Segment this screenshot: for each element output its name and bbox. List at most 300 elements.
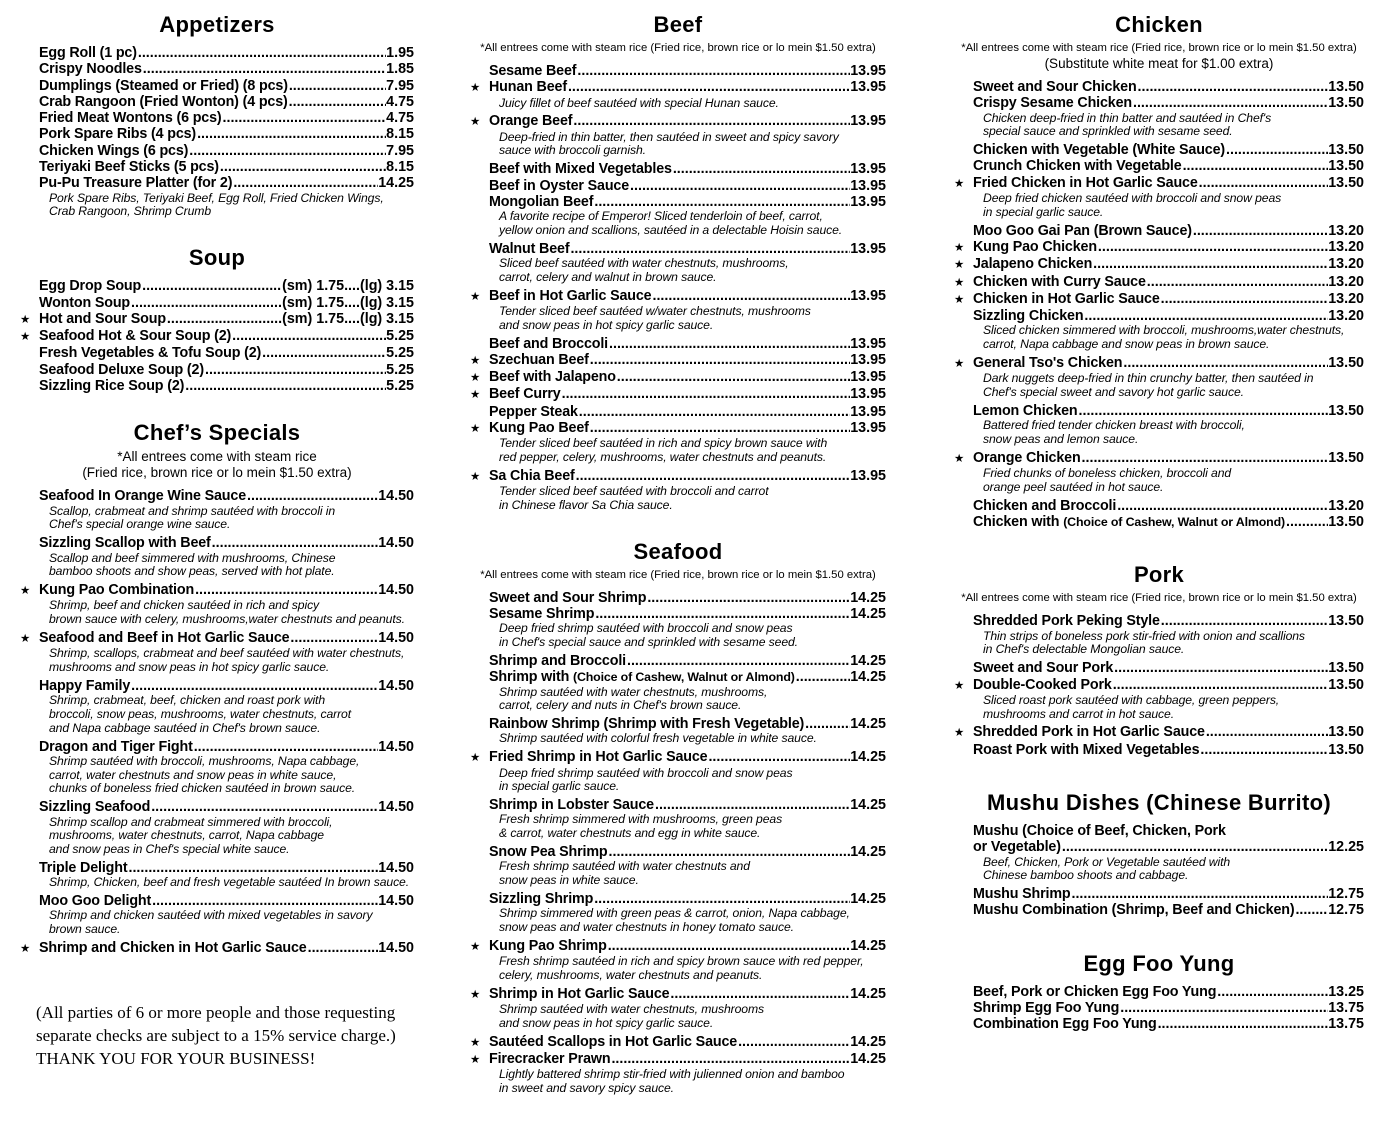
item-name	[973, 514, 1285, 530]
item-price: 14.25	[850, 985, 886, 1002]
menu-item	[20, 739, 414, 755]
item-price: 7.95	[386, 142, 414, 159]
menu-item	[20, 94, 414, 110]
item-name-text: Walnut Beef	[489, 240, 570, 257]
item-name	[973, 498, 1116, 514]
menu-item	[470, 749, 886, 766]
item-name	[973, 886, 1070, 902]
menu-item	[470, 178, 886, 194]
menu-item	[20, 143, 414, 159]
item-description: Fried chunks of boneless chicken, broccoli and	[983, 466, 1232, 481]
dot-leader	[231, 328, 386, 344]
menu-item	[20, 295, 414, 311]
item-name	[973, 274, 1146, 290]
item-name-text: Beef with Mixed Vegetables	[489, 161, 672, 178]
menu-section-appetizers	[20, 12, 414, 219]
item-description: snow peas in white sauce.	[499, 873, 639, 888]
item-price: 12.75	[1328, 902, 1364, 919]
item-description: yellow onion and scallions, sautéed in a delectable Hoisin sauce.	[499, 222, 843, 237]
menu-item	[954, 239, 1364, 256]
service-note-line: THANK YOU FOR YOUR BUSINESS!	[36, 1049, 316, 1069]
item-name-text: Lemon Chicken	[973, 402, 1078, 419]
dot-leader	[672, 161, 850, 177]
dot-leader	[288, 94, 387, 110]
item-price: 14.50	[378, 677, 414, 694]
item-description: Sliced chicken simmered with broccoli, mushrooms,water chestnuts,	[983, 323, 1345, 338]
section-items	[954, 823, 1364, 919]
dot-leader	[288, 78, 386, 94]
item-description: Sliced beef sautéed with water chestnuts, mushrooms,	[499, 256, 789, 271]
item-name	[973, 1016, 1157, 1032]
item-name	[489, 241, 569, 257]
menu-item	[470, 79, 886, 96]
item-price: 14.25	[850, 1033, 886, 1050]
item-name-text: Kung Pao Chicken	[973, 238, 1097, 255]
dot-leader	[151, 893, 378, 909]
item-price: 14.50	[378, 630, 414, 647]
menu-item	[20, 278, 414, 294]
section-note: *All entrees come with steam rice	[117, 449, 317, 465]
dot-leader	[1157, 1016, 1329, 1032]
menu-item	[954, 223, 1364, 239]
item-price: 8.15	[386, 159, 414, 176]
item-description: Deep fried chicken sautéed with broccoli and snow peas	[983, 191, 1282, 206]
menu-item	[954, 742, 1364, 758]
dot-leader	[594, 606, 850, 622]
spicy-star-icon: ★	[20, 331, 31, 344]
menu-section-seafood	[470, 539, 886, 1096]
item-description: Deep-fried in thin batter, then sautéed in sweet and spicy savory	[499, 129, 839, 144]
item-name-text: Beef Curry	[489, 386, 561, 403]
item-name-option-text: (Choice of Cashew, Walnut or Almond)	[572, 670, 795, 685]
item-name	[973, 175, 1198, 191]
item-description: Tender sliced beef sautéed in rich and spicy brown sauce with	[499, 436, 828, 451]
dot-leader	[246, 488, 378, 504]
item-description: mushrooms and carrot in hot sauce.	[983, 706, 1175, 721]
item-price: 14.50	[378, 799, 414, 816]
item-name	[973, 839, 1061, 855]
item-price: 13.95	[850, 240, 886, 257]
menu-item	[954, 677, 1364, 694]
dot-leader	[1225, 142, 1328, 158]
menu-item	[470, 369, 886, 386]
item-name	[39, 295, 130, 311]
item-description: Sliced roast pork sautéed with cabbage, green peppers,	[983, 692, 1280, 707]
dot-leader	[1192, 223, 1328, 239]
dot-leader	[576, 63, 850, 79]
section-items	[470, 590, 886, 1096]
item-description: and snow peas in hot spicy garlic sauce.	[499, 317, 714, 332]
menu-item	[20, 362, 414, 378]
item-price: 13.20	[1328, 256, 1364, 273]
item-name-text: Mushu Shrimp	[973, 886, 1071, 903]
dot-leader	[1092, 256, 1328, 272]
item-name	[489, 938, 607, 954]
item-price: 13.75	[1328, 1000, 1364, 1017]
section-note: (Substitute white meat for $1.00 extra)	[1044, 56, 1274, 71]
item-price: 13.20	[1328, 273, 1364, 290]
item-price: 14.50	[378, 859, 414, 876]
menu-column-3	[954, 12, 1364, 1122]
dot-leader	[1216, 984, 1328, 1000]
item-name	[489, 1034, 737, 1050]
item-name	[489, 606, 594, 622]
dot-leader	[1061, 839, 1328, 855]
item-name	[489, 352, 589, 368]
item-price: 14.25	[378, 175, 414, 192]
item-name	[39, 582, 194, 598]
item-name	[973, 984, 1216, 1000]
menu-column-2	[470, 12, 886, 1122]
item-name-text: Crunch Chicken with Vegetable	[973, 158, 1182, 175]
item-price: 4.75	[386, 110, 414, 127]
item-price: 1.85	[386, 61, 414, 78]
item-name	[489, 590, 646, 606]
dot-leader	[578, 404, 850, 420]
menu-item	[954, 256, 1364, 273]
spicy-star-icon: ★	[470, 290, 481, 303]
item-description: Chef's special sweet and savory hot garlic sauce.	[983, 385, 1244, 400]
item-name	[489, 420, 589, 436]
dot-leader	[589, 352, 850, 368]
item-name-text: Seafood Deluxe Soup (2)	[39, 361, 204, 378]
item-description: carrot, celery and nuts in Chef's brown sauce.	[499, 698, 742, 713]
menu-item	[954, 79, 1364, 95]
item-name-text: Shredded Pork Peking Style	[973, 613, 1160, 630]
spicy-star-icon: ★	[954, 358, 965, 371]
menu-section-mushu-dishes-chinese-burrito	[954, 790, 1364, 919]
item-name	[973, 902, 1294, 918]
menu-item	[470, 404, 886, 420]
item-name	[39, 328, 231, 344]
item-name-text: Beef in Hot Garlic Sauce	[489, 287, 652, 304]
item-name	[489, 79, 567, 95]
dot-leader	[289, 630, 378, 646]
item-description: chunks of boneless fried chicken sautéed in brown sauce.	[49, 781, 356, 796]
menu-item	[470, 797, 886, 813]
item-name-text: Orange Chicken	[973, 449, 1081, 466]
section-note: *All entrees come with steam rice (Fried rice, brown rice or lo mein $1.50 extra)	[961, 42, 1357, 54]
item-name	[973, 239, 1097, 255]
item-description: brown sauce.	[49, 922, 121, 937]
item-name-text: Fried Chicken in Hot Garlic Sauce	[973, 174, 1198, 191]
item-name-text: Chicken Wings (6 pcs)	[39, 142, 189, 159]
item-description: carrot, celery and walnut in brown sauce.	[499, 269, 717, 284]
menu-item	[954, 498, 1364, 514]
menu-section-pork	[954, 562, 1364, 758]
item-name-text: Dragon and Tiger Fight	[39, 738, 193, 755]
item-name	[39, 110, 222, 126]
menu-item	[20, 488, 414, 504]
dot-leader	[567, 79, 850, 95]
menu-item	[20, 893, 414, 909]
item-name	[39, 860, 127, 876]
menu-item	[954, 902, 1364, 918]
item-name	[973, 223, 1192, 239]
menu-item	[20, 940, 414, 957]
item-price: 13.20	[1328, 222, 1364, 239]
spicy-star-icon: ★	[470, 470, 481, 483]
item-description: in sweet and savory spicy sauce.	[499, 1081, 674, 1096]
dot-leader	[194, 582, 378, 598]
menu-item	[954, 142, 1364, 158]
item-name-text: Sweet and Sour Chicken	[973, 79, 1137, 95]
section-title: Pork	[1133, 562, 1185, 588]
dot-leader	[1078, 403, 1329, 419]
item-description: Shrimp, crabmeat, beef, chicken and roast pork with	[49, 693, 326, 708]
item-description: Shrimp and chicken sautéed with mixed vegetables in savory	[49, 908, 373, 923]
item-description: mushrooms, water chestnuts, carrot, Napa cabbage	[49, 828, 324, 843]
dot-leader	[1119, 1000, 1328, 1016]
item-name-text: Snow Pea Shrimp	[489, 844, 608, 861]
dot-leader	[150, 799, 378, 815]
item-price: 5.25	[386, 328, 414, 345]
item-name-text: Sizzling Rice Soup (2)	[39, 378, 185, 395]
item-name-text: Shredded Pork in Hot Garlic Sauce	[973, 724, 1205, 741]
section-title: Appetizers	[159, 12, 275, 37]
item-price: 13.50	[1328, 174, 1364, 191]
item-price: 13.20	[1328, 497, 1364, 514]
item-price: 13.50	[1328, 79, 1364, 95]
item-name-text: Double-Cooked Pork	[973, 676, 1112, 693]
item-price: 5.25	[386, 361, 414, 378]
item-name	[39, 311, 166, 327]
item-price: 13.50	[1328, 514, 1364, 531]
item-price: 13.95	[850, 113, 886, 130]
menu-item	[954, 274, 1364, 291]
section-title: Mushu Dishes (Chinese Burrito)	[987, 789, 1331, 815]
dot-leader	[654, 797, 850, 813]
item-price: 14.25	[850, 797, 886, 814]
item-name-text: Egg Drop Soup	[39, 278, 142, 295]
item-description: Crab Rangoon, Shrimp Crumb	[49, 204, 212, 219]
dot-leader	[1205, 724, 1328, 740]
item-description: Pork Spare Ribs, Teriyaki Beef, Egg Roll, Fried Chicken Wings,	[49, 190, 384, 205]
item-description: brown sauce with celery, mushrooms,water chestnuts and peanuts.	[49, 612, 405, 627]
item-name	[39, 535, 211, 551]
item-price: 13.75	[1328, 1016, 1364, 1033]
item-name	[39, 45, 137, 61]
item-name	[489, 716, 804, 732]
item-name-text: Firecracker Prawn	[489, 1050, 611, 1067]
menu-item	[954, 291, 1364, 308]
menu-item	[470, 1034, 886, 1051]
item-name	[39, 345, 261, 361]
item-name	[489, 336, 608, 352]
dot-leader	[575, 468, 851, 484]
dot-leader	[1113, 660, 1328, 676]
item-name	[489, 161, 672, 177]
dot-leader	[127, 860, 378, 876]
item-name-text: Sweet and Sour Pork	[973, 660, 1114, 677]
item-description: Juicy fillet of beef sautéed with special Hunan sauce.	[499, 95, 779, 110]
dot-leader	[561, 386, 851, 402]
item-price: 14.25	[850, 606, 886, 623]
item-description: Deep fried shrimp sautéed with broccoli and snow peas	[499, 621, 793, 636]
item-name-text: Roast Pork with Mixed Vegetables	[973, 741, 1200, 758]
dot-leader	[1116, 498, 1328, 514]
item-description: Fresh shrimp sautéed in rich and spicy brown sauce with red pepper,	[499, 954, 864, 969]
dot-leader	[589, 420, 850, 436]
item-description: Tender sliced beef sautéed with broccoli and carrot	[499, 484, 769, 499]
menu-item	[470, 63, 886, 79]
menu-item	[470, 716, 886, 732]
item-name-text: Orange Beef	[489, 113, 573, 130]
item-name	[489, 288, 651, 304]
item-price: 13.50	[1328, 95, 1364, 112]
menu-item	[20, 45, 414, 61]
item-price: 13.95	[850, 420, 886, 437]
spicy-star-icon: ★	[470, 752, 481, 765]
menu-item	[20, 78, 414, 94]
item-price: 13.95	[850, 287, 886, 304]
item-name	[39, 78, 288, 94]
item-description: special sauce and sprinkled with sesame seed.	[983, 124, 1233, 139]
item-name	[489, 653, 626, 669]
item-description: Chicken deep-fried in thin batter and sautéed in Chef's	[983, 110, 1272, 125]
spicy-star-icon: ★	[470, 1053, 481, 1066]
item-name-text: Beef in Oyster Sauce	[489, 177, 630, 194]
section-items	[954, 613, 1364, 758]
item-name-text: Crispy Noodles	[39, 61, 142, 78]
item-name	[489, 404, 578, 420]
item-name-text: Sizzling Chicken	[973, 308, 1084, 325]
item-price: 14.25	[850, 749, 886, 766]
item-name	[39, 278, 141, 294]
item-name	[973, 823, 1226, 839]
item-description: Deep fried shrimp sautéed with broccoli and snow peas	[499, 765, 793, 780]
spicy-star-icon: ★	[954, 452, 965, 465]
menu-item	[470, 288, 886, 305]
menu-item	[20, 175, 414, 191]
item-name	[489, 113, 572, 129]
item-name-text: Shrimp in Hot Garlic Sauce	[489, 985, 670, 1002]
spicy-star-icon: ★	[470, 82, 481, 95]
item-price: 13.95	[850, 63, 886, 79]
item-description: Shrimp sautéed with broccoli, mushrooms, Napa cabbage,	[49, 753, 360, 768]
item-name	[39, 362, 204, 378]
item-description: Shrimp scallop and crabmeat simmered with broccoli,	[49, 814, 333, 829]
section-items	[954, 79, 1364, 530]
menu-item	[470, 336, 886, 352]
dot-leader	[610, 1051, 850, 1067]
item-name	[39, 143, 188, 159]
item-price: 13.20	[1328, 290, 1364, 307]
item-name-text: Fresh Vegetables & Tofu Soup (2)	[39, 345, 262, 362]
menu-item	[20, 582, 414, 599]
dot-leader	[707, 749, 850, 765]
item-price: (sm) 1.75....(lg) 3.15	[282, 278, 414, 295]
item-price: 13.20	[1328, 238, 1364, 255]
spicy-star-icon: ★	[470, 372, 481, 385]
menu-item	[470, 194, 886, 210]
menu-item	[954, 403, 1364, 419]
dot-leader	[188, 143, 386, 159]
item-name-text: Shrimp Egg Foo Yung	[973, 1000, 1120, 1017]
item-description: Tender sliced beef sautéed w/water chestnuts, mushrooms	[499, 303, 811, 318]
item-name	[973, 142, 1225, 158]
dot-leader	[1160, 291, 1329, 307]
item-price: 13.20	[1328, 308, 1364, 325]
item-name	[39, 799, 150, 815]
spicy-star-icon: ★	[470, 988, 481, 1001]
dot-leader	[616, 369, 850, 385]
item-name-text: Shrimp and Broccoli	[489, 653, 626, 669]
item-name-text: Pepper Steak	[489, 403, 578, 420]
item-name	[39, 630, 289, 646]
section-title: Seafood	[633, 538, 723, 564]
item-description: in special garlic sauce.	[499, 779, 620, 794]
menu-item	[954, 660, 1364, 676]
spicy-star-icon: ★	[20, 942, 31, 955]
item-name	[39, 739, 193, 755]
item-name-text: Sautéed Scallops in Hot Garlic Sauce	[489, 1033, 738, 1050]
dot-leader	[651, 288, 850, 304]
menu-item	[954, 613, 1364, 629]
item-price: 14.50	[378, 738, 414, 755]
service-charge-note	[36, 1001, 414, 1070]
dot-leader	[572, 113, 850, 129]
item-name	[489, 369, 616, 385]
menu-item	[470, 590, 886, 606]
item-name	[973, 660, 1113, 676]
dot-leader	[608, 336, 850, 352]
dot-leader	[1199, 742, 1328, 758]
item-name	[973, 613, 1160, 629]
dot-leader	[607, 938, 851, 954]
item-name	[973, 95, 1132, 111]
item-name-text: Sesame Shrimp	[489, 606, 595, 623]
menu-item	[954, 1016, 1364, 1032]
item-description: Shrimp sautéed with water chestnuts, mushrooms,	[499, 684, 768, 699]
dot-leader	[795, 669, 850, 685]
item-name-text: Seafood and Beef in Hot Garlic Sauce	[39, 630, 290, 647]
dot-leader	[142, 61, 386, 77]
menu-section-chef-s-specials	[20, 420, 414, 957]
section-note: *All entrees come with steam rice (Fried rice, brown rice or lo mein $1.50 extra)	[961, 592, 1357, 605]
dot-leader	[1097, 239, 1328, 255]
dot-leader	[211, 535, 379, 551]
item-name	[973, 79, 1137, 95]
spicy-star-icon: ★	[470, 354, 481, 367]
item-price: (sm) 1.75....(lg) 3.15	[282, 294, 414, 311]
item-name-text: Moo Goo Delight	[39, 893, 152, 910]
dot-leader	[646, 590, 850, 606]
menu-item-continued	[954, 839, 1364, 855]
dot-leader	[669, 986, 850, 1002]
dot-leader	[804, 716, 850, 732]
item-name	[973, 355, 1122, 371]
menu-item	[470, 113, 886, 130]
item-name	[973, 308, 1083, 324]
item-name	[973, 403, 1078, 419]
item-price: 14.50	[378, 488, 414, 505]
item-name-text: Sizzling Scallop with Beef	[39, 535, 211, 552]
item-price: 14.25	[850, 653, 886, 669]
spicy-star-icon: ★	[470, 389, 481, 402]
item-description: Beef, Chicken, Pork or Vegetable sautéed with	[983, 854, 1231, 869]
item-price: 13.50	[1328, 676, 1364, 693]
menu-item	[470, 653, 886, 669]
spicy-star-icon: ★	[470, 1036, 481, 1049]
item-name-text: Seafood Hot & Sour Soup (2)	[39, 328, 232, 345]
spicy-star-icon: ★	[470, 423, 481, 436]
item-name-text: Happy Family	[39, 677, 131, 694]
item-description: Shrimp sautéed with colorful fresh vegetable in white sauce.	[499, 731, 817, 746]
item-name	[489, 194, 593, 210]
menu-item	[470, 161, 886, 177]
item-name	[973, 450, 1081, 466]
